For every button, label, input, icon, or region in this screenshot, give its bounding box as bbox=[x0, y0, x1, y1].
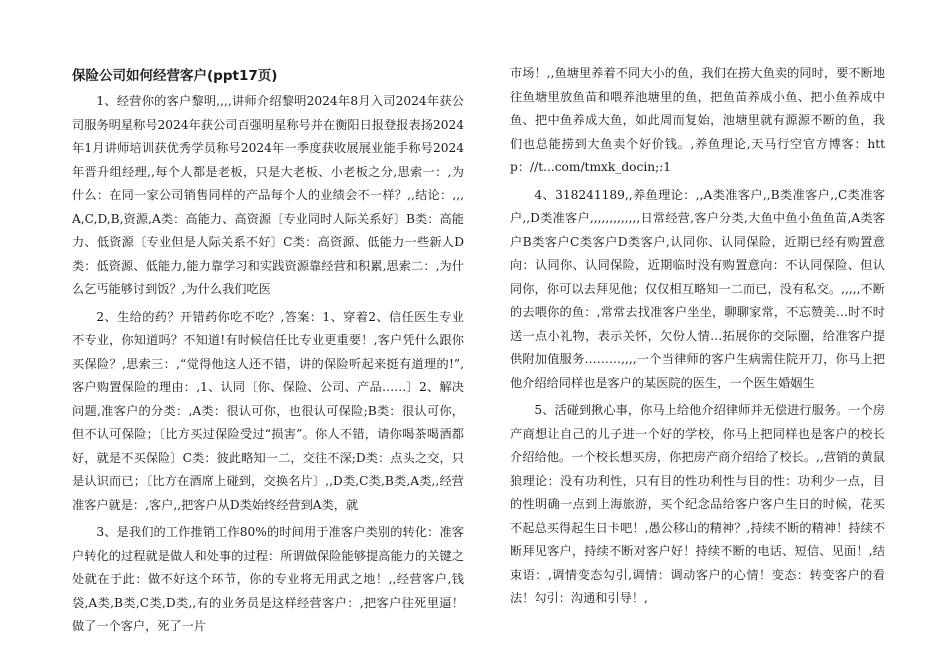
paragraph-3-continued: 市场！,,鱼塘里养着不同大小的鱼，我们在捞大鱼卖的同时，要不断地往鱼塘里放鱼苗和喂养池塘里的鱼，把鱼苗养成小鱼、把小鱼养成中鱼、把中鱼养成大鱼，如此周而复始，池塘里就有源源不断的鱼，我们也总能捞到大鱼卖个好价钱。,养鱼理论,天马行空官方博客：http：//t...com/tmxk_docin;:1 bbox=[510, 66, 885, 174]
paragraph-5: 5、活碰到揪心事，你马上给他介绍律师并无偿进行服务。一个房产商想让自己的儿子进一个好的学校，你马上把同样也是客户的校长介绍给他。一个校长想买房，你把房产商介绍给了校长。,,营销的黄鼠狼理论：没有功利性，只有目的性功利性与目的性：功利少一点，目的性明确一点到上海旅游，买个纪念品给客户客户生日的时候，花买不起总买得起生日卡吧！,愚公移山的精神？,持续不断的精神！持续不断拜见客户，持续不断对客户好！持续不断的电话、短信、见面！,结束语：,调情变态勾引,调情：调动客户的心情！变态：转变客户的看法！勾引：沟通和引导！, bbox=[510, 403, 885, 605]
left-column bbox=[72, 62, 464, 643]
paragraph-4: 4、318241189,,养鱼理论：,,A类准客户,,B类准客户,,C类准客户,,D类准客户,,,,,,,,,,,,,日常经营,客户分类,大鱼中鱼小鱼鱼苗,A类客户B类客户C类客户D类客户,认同你、认同保险，近期已经有购置意向：认同你、认同保险，近期临时没有购置意向：不认同保险、但认同你，你可以去拜见他；仅仅相互略知一二而已，没有私交。,,,,,不断的去喂你的鱼：,常常去找准客户坐坐，聊聊家常，不忘赞美…时不时送一点小礼物，表示关怀，欠份人情…拓展你的交际圈，给准客户提供附加值服务………,,,,一个当律师的客户生病需住院开刀，你马上把他介绍给同样也是客户的某医院的医生，一个医生婚姻生 bbox=[510, 187, 885, 390]
right-column bbox=[510, 62, 885, 615]
paragraph-2: 2、生给的药？开错药你吃不吃？,答案：1、穿着2、信任医生专业不专业，你知道吗？不知道!有时候信任比专业更重要！,客户凭什么跟你买保险？,思索三：,“觉得他这人还不错，讲的保险听起来挺有道理的!”,客户购置保险的理由：,1、认同〔你、保险、公司、产品……〕2、解决问题,准客户的分类：,A类：很认可你，也很认可保险;B类：很认可你，但不认可保险；〔比方买过保险受过“损害”。你人不错，请你喝茶喝酒都好，就是不买保险〕C类：彼此略知一二，交往不深;D类：点头之交，只是认识而已；〔比方在酒席上碰到，交换名片〕,,D类,C类,B类,A类,,经营准客户就是：,客户,,把客户从D类始终经营到A类，就 bbox=[72, 309, 464, 512]
paragraph-3: 3、是我们的工作推销工作80%的时间用于准客户类别的转化：准客户转化的过程就是做人和处事的过程：所谓做保险能够提高能力的关键之处就在于此：做不好这个环节，你的专业将无用武之地！,,经营客户,钱袋,A类,B类,C类,D类,,有的业务员是这样经营客户：,把客户往死里逼！做了一个客户，死了一片 bbox=[72, 525, 464, 633]
document-title: 保险公司如何经营客户(ppt17页) bbox=[72, 68, 278, 84]
paragraph-1: 1、经营你的客户黎明,,,,讲师介绍黎明2024年8月入司2024年获公司服务明星称号2024年获公司百强明星称号并在衡阳日报登报表扬2024年1月讲师培训获优秀学员称号2024年一季度获收展展业能手称号2024年晋升组经理,,每个人都是老板，只是大老板、小老板之分,思索一：,为什么：在同一家公司销售同样的产品每个人的业绩会不一样？,,结论：,,,A,C,D,B,资源,A类：高能力、高资源〔专业同时人际关系好〕B类：高能力、低资源〔专业但是人际关系不好〕C类：高资源、低能力一些新人D类：低资源、低能力,能力靠学习和实践资源靠经营和积累,思索二：,为什么乞丐能够讨到饭？,为什么我们吃医 bbox=[72, 94, 464, 296]
